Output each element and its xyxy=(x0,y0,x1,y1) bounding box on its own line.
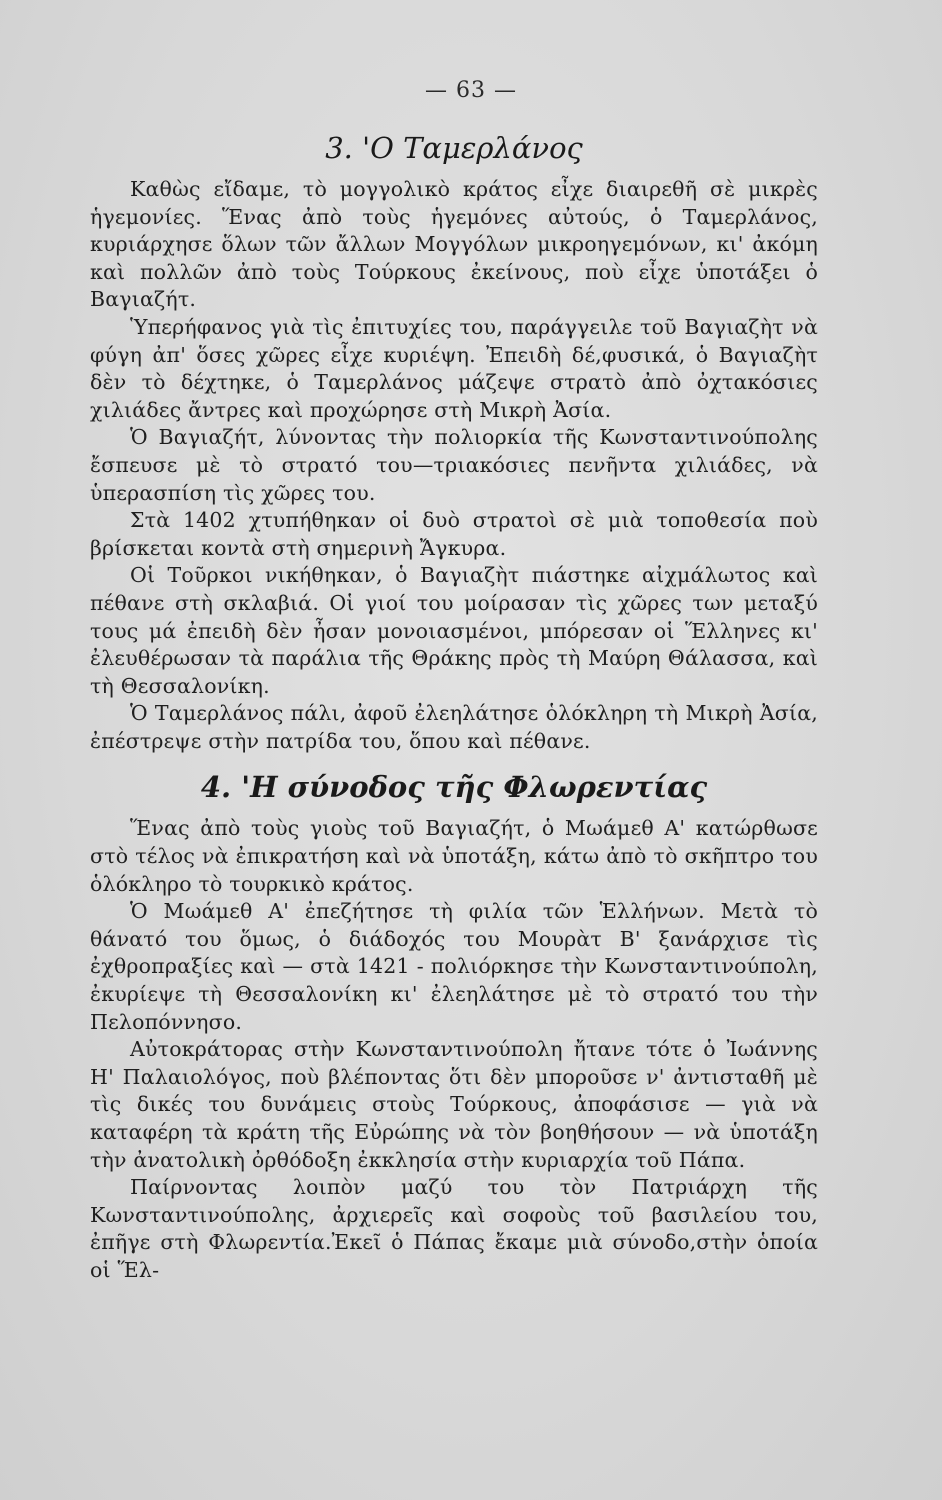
paragraph: Ὁ Μωάμεθ Α' ἐπεζήτησε τὴ φιλία τῶν Ἑλλήνων. Μετὰ τὸ θάνατό του ὅμως, ὁ διάδοχός του Μουρὰτ Β' ξανάρχισε τὶς ἐχθροπραξίες καὶ — στὰ 1421 - πολιόρκησε τὴν Κωνσταντινούπολη, ἐκυρίεψε τὴ Θεσσαλονίκη κι' ἐλεηλάτησε μὲ τὸ στρατό του τὴν Πελοπόννησο. xyxy=(90,899,818,1034)
paragraph: Καθὼς εἴδαμε, τὸ μογγολικὸ κράτος εἶχε διαιρεθῆ σὲ μικρὲς ἡγεμονίες. Ἕνας ἀπὸ τοὺς ἡγεμόνες αὐτούς, ὁ Ταμερλάνος, κυριάρχησε ὅλων τῶν ἄλλων Μογγόλων μικροηγεμόνων, κι' ἀκόμη καὶ πολλῶν ἀπὸ τοὺς Τούρκους ἐκείνους, ποὺ εἶχε ὑποτάξει ὁ Βαγιαζήτ. xyxy=(90,177,818,312)
paragraph: Ὑπερήφανος γιὰ τὶς ἐπιτυχίες του, παράγγειλε τοῦ Βαγιαζὴτ νὰ φύγη ἀπ' ὅσες χῶρες εἶχε κυριέψη. Ἐπειδὴ δέ,φυσικά, ὁ Βαγιαζὴτ δὲν τὸ δέχτηκε, ὁ Ταμερλάνος μάζεψε στρατὸ ἀπὸ ὀχτακόσιες χιλιάδες ἄντρες καὶ προχώρησε στὴ Μικρὴ Ἀσία. xyxy=(90,314,818,422)
paragraph: Οἱ Τοῦρκοι νικήθηκαν, ὁ Βαγιαζὴτ πιάστηκε αἰχμάλωτος καὶ πέθανε στὴ σκλαβιά. Οἱ γιοί του μοίρασαν τὶς χῶρες των μεταξύ τους μά ἐπειδὴ δὲν ἦσαν μονοιασμένοι, μπόρεσαν οἱ Ἕλληνες κι' ἐλευθέρωσαν τὰ παράλια τῆς Θράκης πρὸς τὴ Μαύρη Θάλασσα, καὶ τὴ Θεσσαλονίκη. xyxy=(90,563,818,698)
paragraph: Στὰ 1402 χτυπήθηκαν οἱ δυὸ στρατοὶ σὲ μιὰ τοποθεσία ποὺ βρίσκεται κοντὰ στὴ σημερινὴ Ἄγκυρα. xyxy=(90,508,818,560)
section-title-florence-council: 4. 'Η σύνοδος τῆς Φλωρεντίας xyxy=(200,770,708,805)
paragraph: Ὁ Βαγιαζήτ, λύνοντας τὴν πολιορκία τῆς Κωνσταντινούπολης ἔσπευσε μὲ τὸ στρατό του—τριακόσιες πενῆντα χιλιάδες, νὰ ὑπερασπίση τὶς χῶρες του. xyxy=(90,425,818,505)
paragraph: Ἕνας ἀπὸ τοὺς γιοὺς τοῦ Βαγιαζήτ, ὁ Μωάμεθ Α' κατώρθωσε στὸ τέλος νὰ ἐπικρατήση καὶ νὰ ὑποτάξη, κάτω ἀπὸ τὸ σκῆπτρο του ὁλόκληρο τὸ τουρκικὸ κράτος. xyxy=(90,816,818,896)
page-number: — 63 — xyxy=(425,78,517,103)
page-content xyxy=(90,120,818,1285)
section-title-tamerlane: 3. 'Ο Ταμερλάνος xyxy=(325,131,583,165)
paragraph: Αὐτοκράτορας στὴν Κωνσταντινούπολη ἤτανε τότε ὁ Ἰωάννης Η' Παλαιολόγος, ποὺ βλέποντας ὅτι δὲν μποροῦσε ν' ἀντισταθῆ μὲ τὶς δικές του δυνάμεις στοὺς Τούρκους, ἀποφάσισε — γιὰ νὰ καταφέρη τὰ κράτη τῆς Εὐρώπης νὰ τὸν βοηθήσουν — νὰ ὑποτάξη τὴν ἀνατολικὴ ὀρθόδοξη ἐκκλησία στὴν κυριαρχία τοῦ Πάπα. xyxy=(90,1037,818,1172)
paragraph: Παίρνοντας λοιπὸν μαζύ του τὸν Πατριάρχη τῆς Κωνσταντινούπολης, ἀρχιερεῖς καὶ σοφοὺς τοῦ βασιλείου του, ἐπῆγε στὴ Φλωρεντία.Ἐκεῖ ὁ Πάπας ἔκαμε μιὰ σύνοδο,στὴν ὁποία οἱ Ἕλ- xyxy=(90,1175,818,1282)
paragraph: Ὁ Ταμερλάνος πάλι, ἀφοῦ ἐλεηλάτησε ὁλόκληρη τὴ Μικρὴ Ἀσία, ἐπέστρεψε στὴν πατρίδα του, ὅπου καὶ πέθανε. xyxy=(90,701,818,753)
